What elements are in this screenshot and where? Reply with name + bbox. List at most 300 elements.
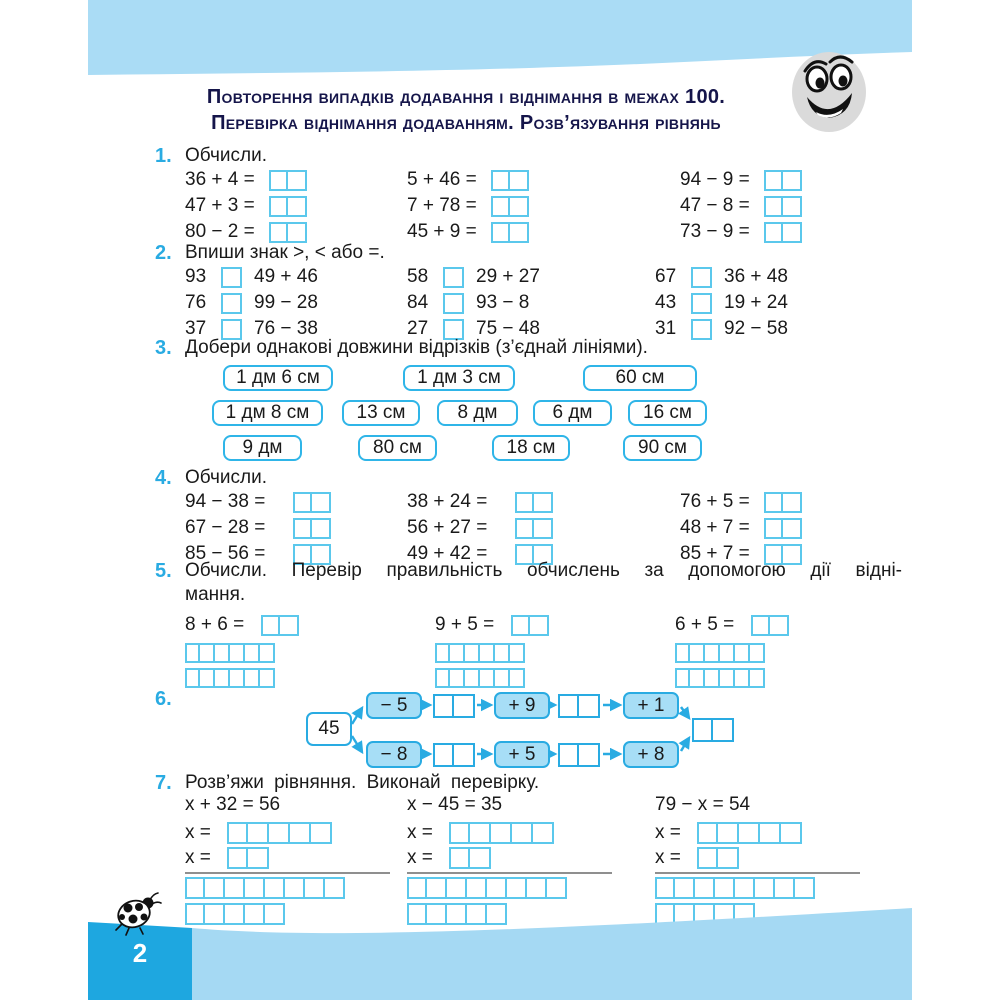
answer-cell[interactable] bbox=[783, 196, 802, 217]
exercise-body bbox=[185, 145, 912, 247]
math-problem: 8 + 6 = bbox=[185, 614, 245, 635]
grid-cell[interactable] bbox=[225, 877, 245, 899]
solution-row bbox=[655, 820, 870, 845]
grid-cell[interactable] bbox=[200, 668, 215, 688]
work-grid-row bbox=[407, 877, 622, 899]
answer-cell[interactable] bbox=[697, 822, 718, 844]
right-expression: 93 − 8 bbox=[476, 292, 530, 313]
grid-cell[interactable] bbox=[507, 877, 527, 899]
x-equals-label: x = bbox=[655, 846, 681, 868]
answer-cell[interactable] bbox=[739, 822, 760, 844]
math-problem: 47 − 8 = bbox=[680, 195, 750, 216]
sign-box[interactable] bbox=[443, 293, 464, 314]
answer-cell[interactable] bbox=[558, 694, 579, 718]
answer-cell[interactable] bbox=[530, 615, 549, 636]
page-title-line2: Перевірка віднімання додаванням. Розв’язування рівнянь bbox=[211, 112, 721, 134]
answer-cell[interactable] bbox=[269, 222, 288, 243]
grid-cell[interactable] bbox=[215, 643, 230, 663]
separator-line bbox=[185, 872, 390, 874]
grid-cell[interactable] bbox=[755, 877, 775, 899]
answer-cell[interactable] bbox=[515, 492, 534, 513]
exercise-body bbox=[185, 337, 912, 465]
grid-cell[interactable] bbox=[510, 643, 525, 663]
math-problem: 9 + 5 = bbox=[435, 614, 495, 635]
math-problem: 85 − 56 = bbox=[185, 543, 266, 564]
grid-cell[interactable] bbox=[750, 643, 765, 663]
math-problem: 45 + 9 = bbox=[407, 221, 477, 242]
math-problem: 80 − 2 = bbox=[185, 221, 255, 242]
problem-row bbox=[680, 167, 802, 193]
problem-row bbox=[680, 515, 802, 541]
answer-cell[interactable] bbox=[248, 822, 269, 844]
exercise-5 bbox=[155, 560, 912, 690]
math-problem: 5 + 46 = bbox=[407, 169, 477, 190]
answer-box bbox=[491, 196, 529, 217]
answer-cell[interactable] bbox=[764, 518, 783, 539]
math-problem: 73 − 9 = bbox=[680, 221, 750, 242]
sign-box[interactable] bbox=[691, 267, 712, 288]
exercise-number: 2. bbox=[155, 242, 172, 264]
answer-box bbox=[558, 743, 600, 767]
grid-cell[interactable] bbox=[655, 877, 675, 899]
answer-cell[interactable] bbox=[449, 847, 470, 869]
math-problem: 38 + 24 = bbox=[407, 491, 488, 512]
answer-cell[interactable] bbox=[269, 822, 290, 844]
answer-cell[interactable] bbox=[491, 196, 510, 217]
math-problem: 7 + 78 = bbox=[407, 195, 477, 216]
length-box[interactable]: 8 дм bbox=[437, 400, 518, 426]
answer-box bbox=[269, 170, 307, 191]
left-number: 27 bbox=[407, 318, 429, 339]
answer-cell[interactable] bbox=[470, 847, 491, 869]
answer-cell[interactable] bbox=[697, 847, 718, 869]
problem-columns bbox=[185, 489, 912, 569]
exercise-number: 7. bbox=[155, 772, 172, 794]
right-expression: 29 + 27 bbox=[476, 266, 540, 287]
left-number: 58 bbox=[407, 266, 429, 287]
grid-cell[interactable] bbox=[735, 668, 750, 688]
answer-cell[interactable] bbox=[491, 170, 510, 191]
exercise-number: 3. bbox=[155, 337, 172, 359]
grid-cell[interactable] bbox=[407, 877, 427, 899]
solution-row bbox=[407, 845, 622, 870]
grid-cell[interactable] bbox=[795, 877, 815, 899]
grid-cell[interactable] bbox=[467, 877, 487, 899]
start-number-box: 45 bbox=[306, 712, 352, 746]
answer-box bbox=[227, 847, 269, 869]
math-problem: 56 + 27 = bbox=[407, 517, 488, 538]
answer-box bbox=[764, 222, 802, 243]
left-number: 76 bbox=[185, 292, 207, 313]
grid-cell[interactable] bbox=[427, 877, 447, 899]
grid-cell[interactable] bbox=[185, 877, 205, 899]
length-box[interactable]: 16 см bbox=[628, 400, 707, 426]
grid-cell[interactable] bbox=[705, 643, 720, 663]
problem-column bbox=[185, 489, 331, 567]
grid-cell[interactable] bbox=[245, 643, 260, 663]
problem-row bbox=[407, 290, 540, 316]
solution-row bbox=[655, 845, 870, 870]
grid-cell[interactable] bbox=[495, 643, 510, 663]
problem-column bbox=[407, 489, 553, 567]
exercise-instruction: Добери однакові довжини відрізків (з’єднай лініями). bbox=[185, 337, 648, 358]
grid-cell[interactable] bbox=[185, 668, 200, 688]
answer-cell[interactable] bbox=[579, 694, 600, 718]
answer-cell[interactable] bbox=[510, 170, 529, 191]
exercise-number: 4. bbox=[155, 467, 172, 489]
answer-cell[interactable] bbox=[454, 694, 475, 718]
work-grid-row bbox=[435, 668, 549, 688]
exercise-instruction: Обчисли. bbox=[185, 145, 268, 166]
answer-cell[interactable] bbox=[579, 743, 600, 767]
problem-column bbox=[680, 489, 802, 567]
grid-cell[interactable] bbox=[675, 643, 690, 663]
grid-cell[interactable] bbox=[260, 643, 275, 663]
x-equals-label: x = bbox=[655, 821, 681, 843]
problem-row bbox=[185, 290, 318, 316]
grid-cell[interactable] bbox=[285, 877, 305, 899]
right-expression: 36 + 48 bbox=[724, 266, 788, 287]
sign-box[interactable] bbox=[221, 267, 242, 288]
work-grid-row bbox=[675, 643, 789, 663]
grid-cell[interactable] bbox=[495, 668, 510, 688]
grid-cell[interactable] bbox=[450, 643, 465, 663]
grid-cell[interactable] bbox=[465, 668, 480, 688]
x-equals-label: x = bbox=[407, 821, 433, 843]
left-number: 67 bbox=[655, 266, 677, 287]
length-box[interactable]: 18 см bbox=[492, 435, 570, 461]
right-expression: 99 − 28 bbox=[254, 292, 318, 313]
operation-box: + 1 bbox=[623, 692, 679, 719]
answer-cell[interactable] bbox=[718, 822, 739, 844]
footer-wave bbox=[88, 898, 912, 1000]
left-number: 37 bbox=[185, 318, 207, 339]
answer-cell[interactable] bbox=[783, 170, 802, 191]
answer-cell[interactable] bbox=[433, 743, 454, 767]
answer-box bbox=[227, 822, 332, 844]
grid-cell[interactable] bbox=[265, 877, 285, 899]
length-box[interactable]: 1 дм 6 см bbox=[223, 365, 333, 391]
operation-box: + 5 bbox=[494, 741, 550, 768]
grid-cell[interactable] bbox=[480, 643, 495, 663]
answer-cell[interactable] bbox=[280, 615, 299, 636]
exercise-1 bbox=[155, 145, 912, 247]
exercise-6 bbox=[155, 688, 912, 778]
answer-box bbox=[511, 615, 549, 636]
sign-box[interactable] bbox=[443, 267, 464, 288]
answer-cell[interactable] bbox=[770, 615, 789, 636]
problem-column bbox=[407, 167, 529, 245]
answer-cell[interactable] bbox=[534, 492, 553, 513]
answer-cell[interactable] bbox=[491, 822, 512, 844]
answer-cell[interactable] bbox=[783, 492, 802, 513]
answer-cell[interactable] bbox=[751, 615, 770, 636]
answer-box bbox=[449, 847, 491, 869]
answer-cell[interactable] bbox=[764, 492, 783, 513]
exercise-body bbox=[185, 242, 912, 344]
problem-row bbox=[407, 489, 553, 515]
answer-cell[interactable] bbox=[269, 170, 288, 191]
length-boxes bbox=[185, 365, 912, 465]
problem-column bbox=[655, 264, 788, 342]
answer-cell[interactable] bbox=[288, 170, 307, 191]
answer-cell[interactable] bbox=[454, 743, 475, 767]
grid-cell[interactable] bbox=[527, 877, 547, 899]
right-expression: 75 − 48 bbox=[476, 318, 540, 339]
length-box[interactable]: 90 см bbox=[623, 435, 702, 461]
answer-cell[interactable] bbox=[293, 518, 312, 539]
equation: x + 32 = 56 bbox=[185, 794, 281, 815]
math-problem: 6 + 5 = bbox=[675, 614, 735, 635]
problem-column bbox=[435, 612, 549, 688]
grid-cell[interactable] bbox=[205, 877, 225, 899]
length-box[interactable]: 1 дм 8 см bbox=[212, 400, 323, 426]
separator-line bbox=[655, 872, 860, 874]
exercise-4 bbox=[155, 467, 912, 569]
grid-cell[interactable] bbox=[675, 668, 690, 688]
grid-cell[interactable] bbox=[450, 668, 465, 688]
answer-cell[interactable] bbox=[764, 196, 783, 217]
grid-cell[interactable] bbox=[325, 877, 345, 899]
problem-row bbox=[185, 167, 307, 193]
separator-line bbox=[407, 872, 612, 874]
grid-cell[interactable] bbox=[305, 877, 325, 899]
problem-column bbox=[185, 612, 299, 688]
answer-cell[interactable] bbox=[515, 518, 534, 539]
answer-box bbox=[764, 170, 802, 191]
grid-cell[interactable] bbox=[750, 668, 765, 688]
operation-box: − 8 bbox=[366, 741, 422, 768]
answer-cell[interactable] bbox=[510, 196, 529, 217]
grid-cell[interactable] bbox=[775, 877, 795, 899]
exercise-3 bbox=[155, 337, 912, 465]
length-box[interactable]: 13 см bbox=[342, 400, 420, 426]
answer-cell[interactable] bbox=[692, 718, 713, 742]
grid-cell[interactable] bbox=[720, 643, 735, 663]
exercise-instruction: Впиши знак >, < або =. bbox=[185, 242, 385, 263]
grid-cell[interactable] bbox=[435, 668, 450, 688]
math-problem: 36 + 4 = bbox=[185, 169, 255, 190]
problem-row bbox=[407, 515, 553, 541]
grid-cell[interactable] bbox=[230, 643, 245, 663]
problem-columns bbox=[185, 264, 912, 344]
answer-box bbox=[515, 492, 553, 513]
answer-box bbox=[491, 170, 529, 191]
grid-cell[interactable] bbox=[690, 643, 705, 663]
grid-cell[interactable] bbox=[447, 877, 467, 899]
grid-cell[interactable] bbox=[510, 668, 525, 688]
x-equals-label: x = bbox=[185, 821, 211, 843]
grid-cell[interactable] bbox=[260, 668, 275, 688]
right-expression: 49 + 46 bbox=[254, 266, 318, 287]
problem-row bbox=[185, 193, 307, 219]
grid-cell[interactable] bbox=[735, 643, 750, 663]
grid-cell[interactable] bbox=[465, 643, 480, 663]
answer-cell[interactable] bbox=[760, 822, 781, 844]
exercise-instruction-line2: мання. bbox=[185, 584, 246, 605]
grid-cell[interactable] bbox=[245, 877, 265, 899]
operation-box: + 8 bbox=[623, 741, 679, 768]
operation-box: + 9 bbox=[494, 692, 550, 719]
length-box[interactable]: 6 дм bbox=[533, 400, 612, 426]
grid-cell[interactable] bbox=[245, 668, 260, 688]
answer-cell[interactable] bbox=[311, 822, 332, 844]
work-grid-row bbox=[435, 643, 549, 663]
left-number: 93 bbox=[185, 266, 207, 287]
problem-column bbox=[407, 264, 540, 342]
answer-box bbox=[491, 222, 529, 243]
exercise-body bbox=[185, 467, 912, 569]
math-problem: 85 + 7 = bbox=[680, 543, 750, 564]
answer-cell[interactable] bbox=[288, 196, 307, 217]
grid-cell[interactable] bbox=[705, 668, 720, 688]
work-grid-row bbox=[185, 643, 299, 663]
x-equals-label: x = bbox=[185, 846, 211, 868]
math-problem: 94 − 9 = bbox=[680, 169, 750, 190]
answer-cell[interactable] bbox=[433, 694, 454, 718]
exercise-body bbox=[185, 688, 912, 778]
grid-cell[interactable] bbox=[215, 668, 230, 688]
work-grid-row bbox=[185, 668, 299, 688]
answer-box bbox=[764, 518, 802, 539]
grid-cell[interactable] bbox=[695, 877, 715, 899]
answer-cell[interactable] bbox=[269, 196, 288, 217]
answer-box bbox=[293, 518, 331, 539]
problem-row bbox=[675, 612, 789, 638]
number-chain-diagram bbox=[300, 688, 755, 776]
grid-cell[interactable] bbox=[200, 643, 215, 663]
right-expression: 19 + 24 bbox=[724, 292, 788, 313]
answer-cell[interactable] bbox=[449, 822, 470, 844]
answer-cell[interactable] bbox=[783, 518, 802, 539]
exercise-2 bbox=[155, 242, 912, 344]
answer-cell[interactable] bbox=[511, 615, 530, 636]
exercise-body bbox=[185, 560, 912, 690]
page-number: 2 bbox=[132, 938, 148, 968]
answer-cell[interactable] bbox=[534, 518, 553, 539]
equation: x − 45 = 35 bbox=[407, 794, 503, 815]
answer-cell[interactable] bbox=[713, 718, 734, 742]
answer-box bbox=[558, 694, 600, 718]
answer-cell[interactable] bbox=[764, 222, 783, 243]
answer-cell[interactable] bbox=[261, 615, 280, 636]
answer-cell[interactable] bbox=[312, 492, 331, 513]
answer-box bbox=[433, 694, 475, 718]
page-title bbox=[150, 84, 782, 136]
solution-row bbox=[407, 820, 622, 845]
solution-row bbox=[185, 820, 400, 845]
problem-columns bbox=[185, 612, 912, 690]
answer-box bbox=[764, 492, 802, 513]
smiley-face-icon bbox=[790, 50, 868, 134]
problem-row bbox=[407, 264, 540, 290]
answer-cell[interactable] bbox=[718, 847, 739, 869]
answer-cell[interactable] bbox=[781, 822, 802, 844]
exercise-instruction: Обчисли. bbox=[185, 467, 268, 488]
x-equals-label: x = bbox=[407, 846, 433, 868]
grid-cell[interactable] bbox=[675, 877, 695, 899]
problem-row bbox=[680, 489, 802, 515]
answer-box bbox=[515, 518, 553, 539]
page-title-line1: Повторення випадків додавання і віднімання в межах 100. bbox=[206, 86, 726, 108]
answer-cell[interactable] bbox=[248, 847, 269, 869]
answer-cell[interactable] bbox=[312, 518, 331, 539]
answer-cell[interactable] bbox=[533, 822, 554, 844]
answer-cell[interactable] bbox=[293, 492, 312, 513]
math-problem: 94 − 38 = bbox=[185, 491, 266, 512]
sign-box[interactable] bbox=[691, 293, 712, 314]
answer-box bbox=[433, 743, 475, 767]
header-band bbox=[88, 0, 912, 80]
answer-cell[interactable] bbox=[491, 222, 510, 243]
length-box[interactable]: 80 см bbox=[358, 435, 437, 461]
work-grid-row bbox=[185, 877, 400, 899]
answer-cell[interactable] bbox=[227, 847, 248, 869]
work-grid-row bbox=[655, 877, 870, 899]
length-box[interactable]: 9 дм bbox=[223, 435, 302, 461]
problem-column bbox=[185, 264, 318, 342]
math-problem: 76 + 5 = bbox=[680, 491, 750, 512]
grid-cell[interactable] bbox=[547, 877, 567, 899]
grid-cell[interactable] bbox=[185, 643, 200, 663]
solution-row bbox=[185, 845, 400, 870]
problem-row bbox=[435, 612, 549, 638]
grid-cell[interactable] bbox=[480, 668, 495, 688]
answer-cell[interactable] bbox=[783, 222, 802, 243]
exercise-number: 1. bbox=[155, 145, 172, 167]
exercise-number: 6. bbox=[155, 688, 172, 710]
problem-row bbox=[185, 264, 318, 290]
problem-row bbox=[407, 193, 529, 219]
grid-cell[interactable] bbox=[487, 877, 507, 899]
sign-box[interactable] bbox=[221, 293, 242, 314]
grid-cell[interactable] bbox=[715, 877, 735, 899]
math-problem: 49 + 42 = bbox=[407, 543, 488, 564]
left-number: 31 bbox=[655, 318, 677, 339]
problem-row bbox=[655, 290, 788, 316]
problem-row bbox=[655, 264, 788, 290]
answer-box bbox=[449, 822, 554, 844]
grid-cell[interactable] bbox=[435, 643, 450, 663]
answer-box bbox=[269, 196, 307, 217]
exercise-instruction-line1: Обчисли. Перевір правильність обчислень за допомогою дії відні- bbox=[185, 560, 902, 581]
grid-cell[interactable] bbox=[690, 668, 705, 688]
math-problem: 48 + 7 = bbox=[680, 517, 750, 538]
answer-cell[interactable] bbox=[470, 822, 491, 844]
answer-cell[interactable] bbox=[512, 822, 533, 844]
grid-cell[interactable] bbox=[735, 877, 755, 899]
length-box[interactable]: 60 см bbox=[583, 365, 697, 391]
equation: 79 − x = 54 bbox=[655, 794, 751, 815]
grid-cell[interactable] bbox=[230, 668, 245, 688]
answer-cell[interactable] bbox=[764, 170, 783, 191]
answer-cell[interactable] bbox=[510, 222, 529, 243]
problem-row bbox=[407, 167, 529, 193]
answer-cell[interactable] bbox=[558, 743, 579, 767]
answer-box bbox=[261, 615, 299, 636]
problem-columns bbox=[185, 167, 912, 247]
length-box[interactable]: 1 дм 3 см bbox=[403, 365, 515, 391]
answer-box bbox=[269, 222, 307, 243]
exercise-number: 5. bbox=[155, 560, 172, 582]
grid-cell[interactable] bbox=[720, 668, 735, 688]
answer-box bbox=[697, 822, 802, 844]
answer-cell[interactable] bbox=[227, 822, 248, 844]
answer-cell[interactable] bbox=[288, 222, 307, 243]
final-answer-box bbox=[692, 718, 734, 742]
left-number: 43 bbox=[655, 292, 677, 313]
answer-cell[interactable] bbox=[290, 822, 311, 844]
